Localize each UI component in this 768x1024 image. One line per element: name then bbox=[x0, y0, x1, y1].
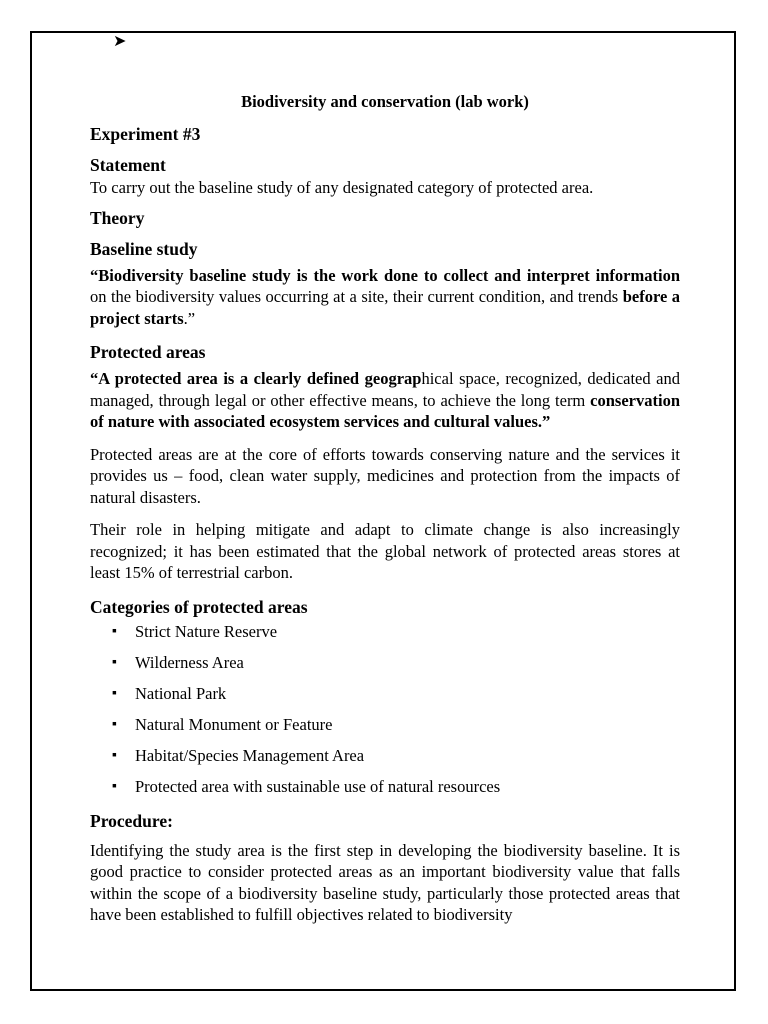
baseline-definition bbox=[90, 265, 680, 330]
baseline-heading: Baseline study bbox=[90, 238, 198, 259]
statement-text: To carry out the baseline study of any designated category of protected area. bbox=[90, 178, 594, 197]
list-item: ▪ Natural Monument or Feature bbox=[90, 714, 680, 735]
protected-area-definition bbox=[90, 368, 680, 433]
list-item: ▪ National Park bbox=[90, 683, 680, 704]
protected-paragraph-1: Protected areas are at the core of efforts towards conserving nature and the services it provides us – food, clean water supply, medicines and protection from the impacts of natural disasters. bbox=[90, 444, 680, 507]
experiment-heading: Experiment #3 bbox=[90, 124, 201, 144]
arrow-bullet-icon: ➤ bbox=[113, 33, 127, 50]
list-item: ▪ Wilderness Area bbox=[90, 652, 680, 673]
categories-heading: Categories of protected areas bbox=[90, 596, 308, 617]
document-body bbox=[90, 92, 680, 926]
protected-quote-bold-2: conservation of nature with associated ecosystem services and cultural values.” bbox=[90, 390, 680, 431]
baseline-quote-end: .” bbox=[183, 308, 196, 328]
baseline-quote-regular: on the biodiversity values occurring at a site, their current condition, and trends bbox=[90, 287, 623, 306]
protected-areas-heading: Protected areas bbox=[90, 342, 206, 362]
protected-quote-regular: hical space, recognized, dedicated and managed, through legal or other effective means, to achieve the long term bbox=[90, 369, 680, 410]
procedure-heading: Procedure: bbox=[90, 810, 173, 831]
categories-list bbox=[90, 621, 680, 797]
list-item: ▪ Strict Nature Reserve bbox=[90, 621, 680, 642]
protected-quote-bold-1: “A protected area is a clearly defined geograp bbox=[90, 369, 422, 388]
baseline-quote-bold-2: before a project starts bbox=[90, 287, 681, 328]
theory-heading: Theory bbox=[90, 207, 145, 228]
procedure-text: Identifying the study area is the first step in developing the biodiversity baseline. It is good practice to consider protected areas as an important biodiversity value that falls within the scope of a biodiversity baseline study, particularly those protected areas that have been established to fulfill objectives related to biodiversity bbox=[90, 840, 680, 924]
document-title: Biodiversity and conservation (lab work) bbox=[241, 92, 529, 111]
list-item: ▪ Habitat/Species Management Area bbox=[90, 745, 680, 766]
baseline-quote-bold-1: “Biodiversity baseline study is the work done to collect and interpret information bbox=[90, 265, 680, 285]
list-item: ▪ Protected area with sustainable use of natural resources bbox=[90, 776, 680, 797]
statement-heading: Statement bbox=[90, 155, 166, 175]
protected-paragraph-2: Their role in helping mitigate and adapt to climate change is also increasingly recognized; it has been estimated that the global network of protected areas stores at least 15% of terrestrial carbon. bbox=[90, 520, 680, 582]
